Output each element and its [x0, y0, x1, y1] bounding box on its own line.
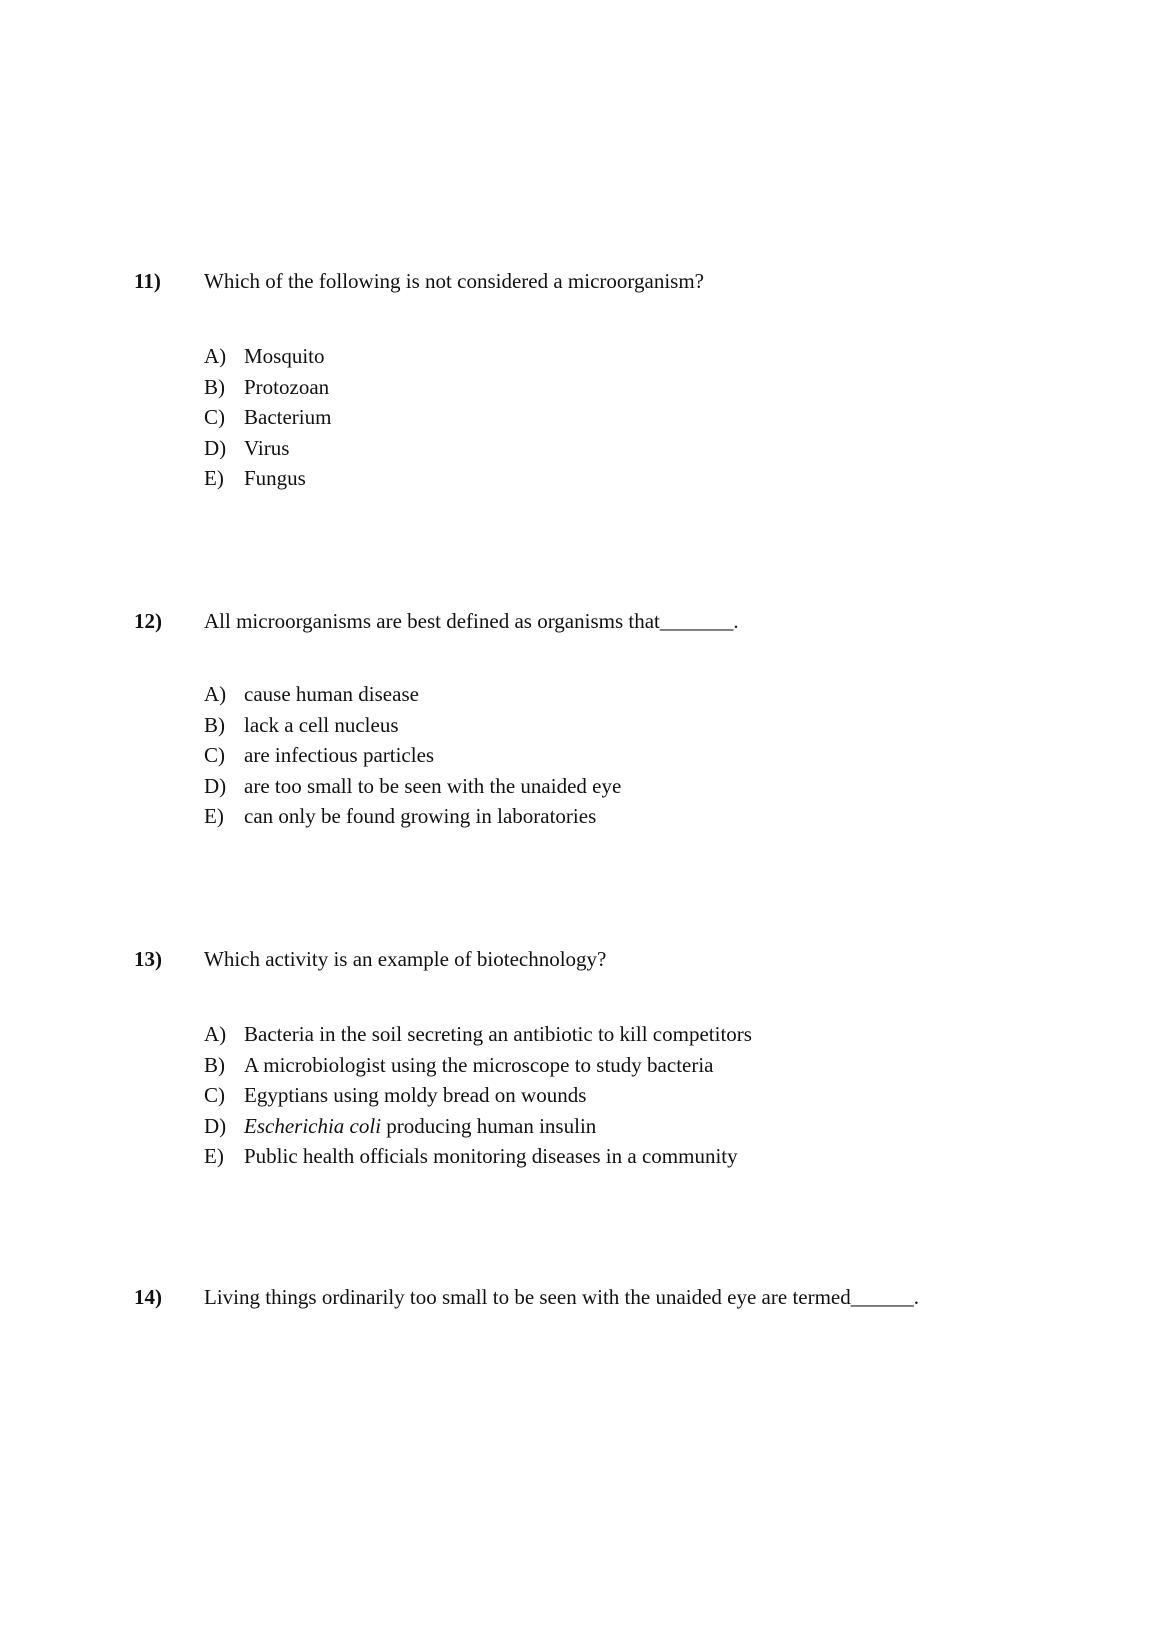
question-text: Which of the following is not considered a microorganism? [204, 269, 704, 293]
option-text: Fungus [244, 466, 306, 490]
option-text: Egyptians using moldy bread on wounds [244, 1083, 587, 1107]
option-letter: B) [204, 374, 225, 399]
answer-options [204, 341, 331, 494]
option-text: can only be found growing in laboratories [244, 804, 597, 828]
species-name: Escherichia coli [244, 1113, 382, 1138]
option-letter: A) [204, 1022, 227, 1046]
option-d [204, 433, 331, 464]
option-letter: D) [204, 435, 227, 460]
option-letter: E) [204, 804, 224, 828]
option-text: producing human insulin [381, 1113, 597, 1138]
option-letter: B) [204, 712, 225, 737]
option-text: are too small to be seen with the unaided eye [244, 773, 622, 798]
option-text: Bacterium [244, 405, 332, 429]
answer-options [204, 1019, 752, 1172]
option-e [204, 1141, 752, 1172]
option-text: lack a cell nucleus [244, 712, 399, 737]
option-text: are infectious particles [244, 743, 435, 767]
option-letter: B) [204, 1052, 225, 1077]
option-e [204, 801, 621, 832]
option-letter: E) [204, 1144, 224, 1168]
option-letter: C) [204, 1083, 225, 1107]
option-text: Mosquito [244, 344, 325, 368]
option-text: Bacteria in the soil secreting an antibiotic to kill competitors [244, 1022, 752, 1046]
option-b [204, 710, 621, 741]
option-d [204, 1111, 752, 1142]
option-e [204, 463, 331, 494]
option-a [204, 341, 331, 372]
option-c [204, 740, 621, 771]
question-text: Living things ordinarily too small to be seen with the unaided eye are termed______. [204, 1285, 919, 1309]
option-c [204, 402, 331, 433]
option-letter: A) [204, 344, 227, 368]
question-text: All microorganisms are best defined as organisms that_______. [204, 609, 739, 633]
question-number: 12) [134, 609, 162, 633]
option-b [204, 372, 331, 403]
option-d [204, 771, 621, 802]
option-text: Public health officials monitoring diseases in a community [244, 1144, 738, 1168]
option-letter: A) [204, 682, 227, 706]
option-text: Virus [244, 435, 290, 460]
question-text: Which activity is an example of biotechnology? [204, 947, 607, 971]
option-text: cause human disease [244, 682, 419, 706]
option-letter: C) [204, 743, 225, 767]
option-c [204, 1080, 752, 1111]
option-letter: D) [204, 1113, 227, 1138]
question-number: 11) [134, 269, 161, 293]
option-text: Protozoan [244, 374, 330, 399]
option-b [204, 1050, 752, 1081]
question-number: 14) [134, 1285, 162, 1309]
option-letter: D) [204, 773, 227, 798]
option-a [204, 1019, 752, 1050]
option-a [204, 679, 621, 710]
question-number: 13) [134, 947, 162, 971]
option-letter: C) [204, 405, 225, 429]
option-text: A microbiologist using the microscope to study bacteria [244, 1052, 714, 1077]
answer-options [204, 679, 621, 832]
option-letter: E) [204, 466, 224, 490]
